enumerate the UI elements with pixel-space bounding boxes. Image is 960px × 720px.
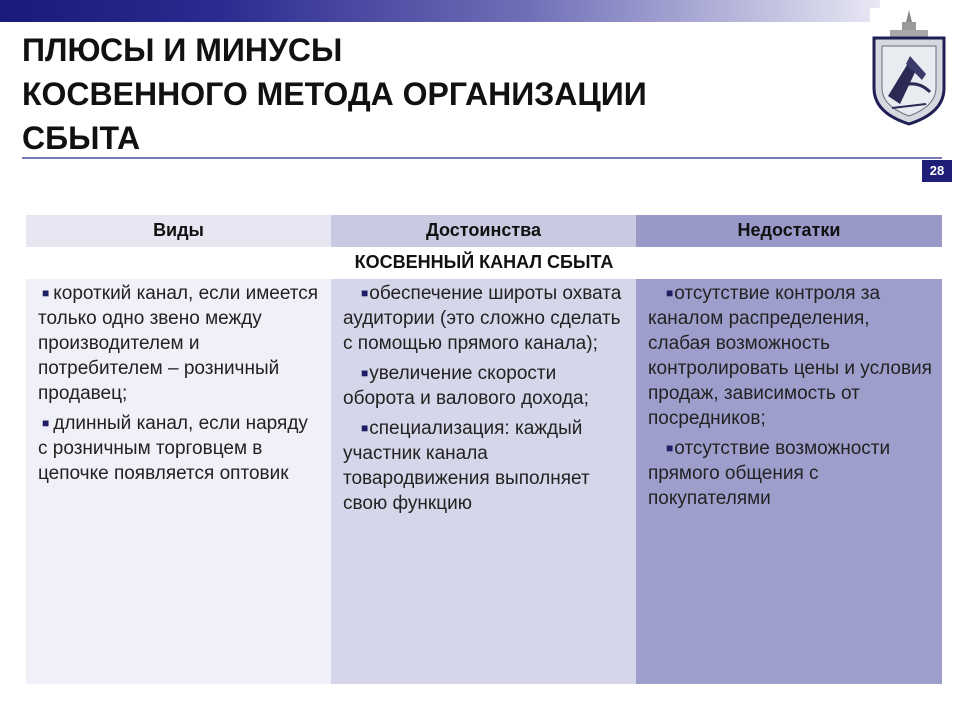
bullet-text: длинный канал, если наряду с розничным торговцем в цепочке появляется оптовик bbox=[38, 413, 308, 484]
bullet-square-icon: ■ bbox=[42, 286, 50, 300]
list-item bbox=[648, 281, 932, 431]
header-disadvantages: Недостатки bbox=[636, 215, 942, 247]
bullet-square-icon: ■ bbox=[666, 286, 674, 300]
header-advantages: Достоинства bbox=[331, 215, 636, 247]
list-item bbox=[38, 281, 321, 406]
bullet-square-icon: ■ bbox=[666, 441, 674, 455]
bullet-square-icon: ■ bbox=[361, 366, 369, 380]
title-line: ПЛЮСЫ И МИНУСЫ bbox=[22, 32, 343, 68]
page-number-badge: 28 bbox=[922, 160, 952, 182]
header-types: Виды bbox=[26, 215, 331, 247]
bullet-square-icon: ■ bbox=[361, 421, 369, 435]
title-line: КОСВЕННОГО МЕТОДА ОРГАНИЗАЦИИ bbox=[22, 76, 647, 112]
bullet-text: отсутствие возможности прямого общения с покупателями bbox=[648, 438, 891, 509]
bullet-square-icon: ■ bbox=[42, 416, 50, 430]
column-types bbox=[26, 279, 331, 684]
bullet-text: специализация: каждый участник канала товародвижения выполняет свою функцию bbox=[343, 418, 590, 514]
bullet-text: увеличение скорости оборота и валового дохода; bbox=[343, 363, 589, 409]
list-item bbox=[343, 281, 626, 356]
bullet-text: короткий канал, если имеется только одно звено между производителем и потребителем – розничный продавец; bbox=[38, 283, 319, 404]
section-title-row: КОСВЕННЫЙ КАНАЛ СБЫТА bbox=[26, 247, 942, 279]
column-disadvantages bbox=[636, 279, 942, 684]
list-item bbox=[343, 361, 626, 411]
list-item bbox=[38, 411, 321, 486]
comparison-table bbox=[26, 215, 942, 684]
title-line: СБЫТА bbox=[22, 120, 141, 156]
column-advantages bbox=[331, 279, 636, 684]
university-emblem-icon bbox=[866, 8, 952, 128]
title-underline bbox=[22, 157, 942, 159]
slide-title bbox=[22, 28, 842, 160]
list-item bbox=[343, 416, 626, 516]
bullet-text: обеспечение широты охвата аудитории (это сложно сделать с помощью прямого канала); bbox=[343, 283, 622, 354]
list-item bbox=[648, 436, 932, 511]
bullet-text: отсутствие контроля за каналом распределения, слабая возможность контролировать цены и условия продаж, зависимость от посредников; bbox=[648, 283, 932, 429]
bullet-square-icon: ■ bbox=[361, 286, 369, 300]
top-gradient-bar bbox=[0, 0, 880, 22]
